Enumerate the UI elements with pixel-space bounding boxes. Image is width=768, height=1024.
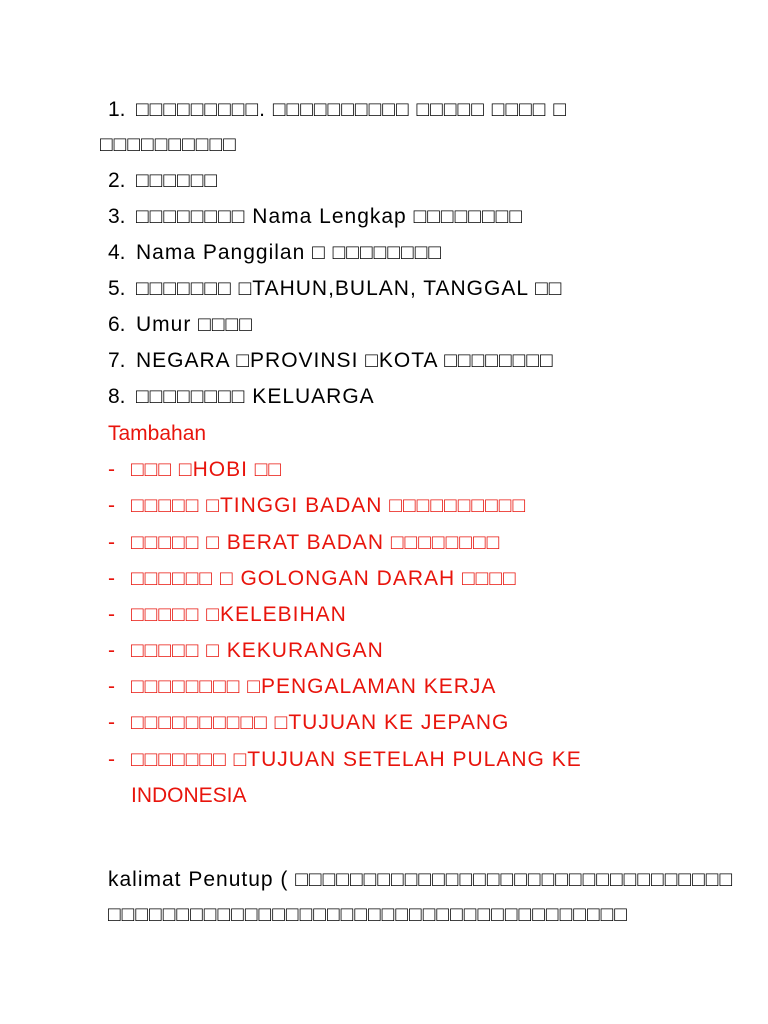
list-item-2 [108,167,218,195]
list-number: 2. [108,169,126,192]
list-item-1-continuation [100,131,237,159]
list-number: 3. [108,205,126,228]
list-text: □□□□□□□□□. □□□□□□□□□□ □□□□□ □□□□ □ [136,98,568,121]
list-text: □□□□□□□□□□ [100,133,237,156]
tambahan-text: □□□□□□□□□□ □TUJUAN KE JEPANG [131,711,510,734]
list-item-8 [108,383,375,411]
list-item-3 [108,203,523,231]
list-number: 7. [108,349,126,372]
penutup-line-1 [108,866,733,894]
tambahan-text: □□□□□□□□ □PENGALAMAN KERJA [131,675,497,698]
list-text: □□□□□□□□ Nama Lengkap □□□□□□□□ [136,205,524,228]
bullet-dash: - [108,603,115,626]
bullet-dash: - [108,639,115,662]
bullet-dash: - [108,748,115,771]
tambahan-text: □□□ □HOBI □□ [131,458,283,481]
tambahan-text: □□□□□□ □ GOLONGAN DARAH □□□□ [131,567,517,590]
tambahan-text: □□□□□ □ KEKURANGAN [131,639,384,662]
list-text: □□□□□□□ □TAHUN,BULAN, TANGGAL □□ [136,277,563,300]
list-number: 8. [108,385,126,408]
list-item-4 [108,239,442,267]
bullet-dash: - [108,567,115,590]
bullet-dash: - [108,675,115,698]
penutup-line-2 [108,901,628,929]
tambahan-text: □□□□□ □ BERAT BADAN □□□□□□□□ [131,531,501,554]
list-text: □□□□□□□□ KELUARGA [136,385,375,408]
bullet-dash: - [108,531,115,554]
list-number: 4. [108,241,126,264]
tambahan-item-9-continuation: INDONESIA [131,784,247,807]
penutup-text: □□□□□□□□□□□□□□□□□□□□□□□□□□□□□□□□□□□□□□ [108,903,628,926]
bullet-dash: - [108,711,115,734]
list-number: 6. [108,313,126,336]
tambahan-heading: Tambahan [108,422,207,445]
list-text: Nama Panggilan □ □□□□□□□□ [136,241,443,264]
list-number: 5. [108,277,126,300]
list-text: □□□□□□ [136,169,219,192]
list-item-5 [108,275,562,303]
list-text: Umur □□□□ [136,313,253,336]
list-item-1 [108,96,567,124]
list-text: NEGARA □PROVINSI □KOTA □□□□□□□□ [136,349,554,372]
bullet-dash: - [108,458,115,481]
list-item-7 [108,347,554,375]
tambahan-text: □□□□□□□ □TUJUAN SETELAH PULANG KE [131,748,582,771]
bullet-dash: - [108,494,115,517]
tambahan-text: □□□□□ □KELEBIHAN [131,603,347,626]
penutup-text: kalimat Penutup ( □□□□□□□□□□□□□□□□□□□□□□□□□□□□□□□□ [108,868,734,891]
list-item-6 [108,311,253,339]
tambahan-text: □□□□□ □TINGGI BADAN □□□□□□□□□□ [131,494,527,517]
list-number: 1. [108,98,126,121]
